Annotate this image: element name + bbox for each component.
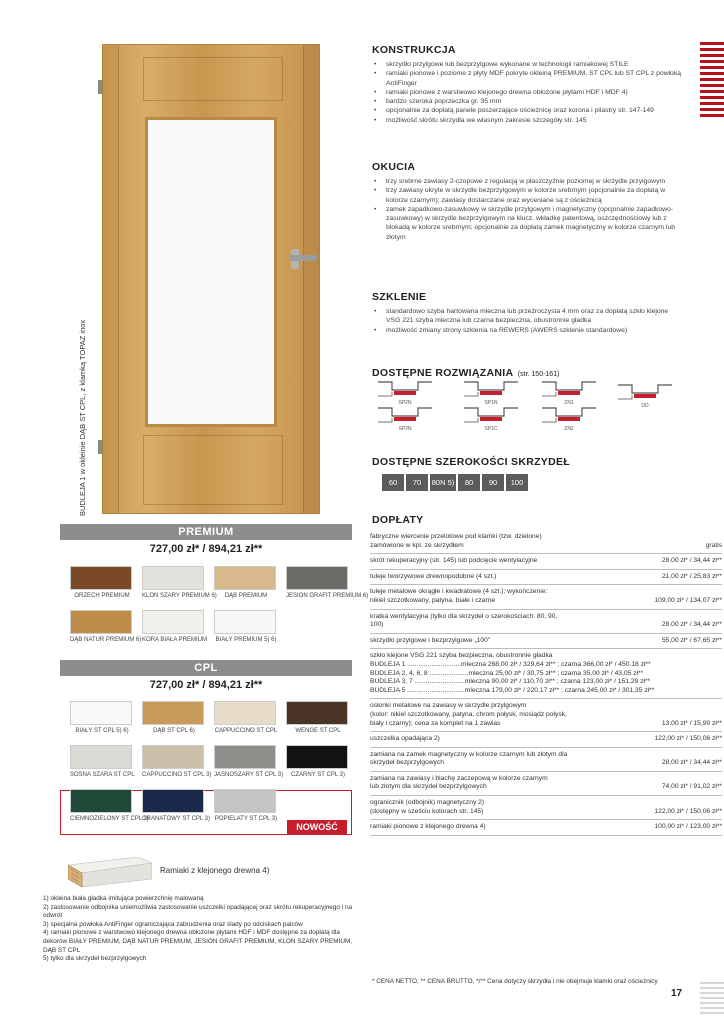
swatch-label: CAPPUCCINO ST CPL (214, 728, 278, 734)
solution-diagram (462, 406, 520, 432)
surcharge-row (370, 633, 722, 649)
finish-swatch (286, 701, 350, 734)
footnote: 2) zastosowanie odbojnika uniemożliwia zastosowanie uszczelki opadającej oraz skrótu rekuperacyjnego i na odwrót (43, 903, 353, 920)
konstrukcja-list (372, 60, 682, 125)
swatch-label: BIAŁY PREMIUM 5) 6) (215, 637, 277, 643)
solution-diagram (616, 383, 674, 409)
okucia-section (372, 161, 682, 242)
swatch-color (70, 701, 132, 725)
bullet-item: • zamek zapadkowo-zasuwkowy w skrzydle przylgowym i magnetyczny (opcjonalnie zapadkowo-zasuwkowy) w skrzydle bezprzylgowym na klucz, wkładkę patentową, oszczędnościowy lub z blokadą w kolorze srebrnym; opcjonalnie za dopłatą zamek magnetyczny w kolorze czarnym lub złotym (372, 205, 682, 242)
width-tile: 80 (458, 474, 480, 491)
finish-swatch (214, 789, 278, 822)
footnote: 4) ramiaki pionowe z warstwowo klejonego drewna obłożone płytami HDF i MDF dostępne za dopłatą dla dekorów BIAŁY PREMIUM, DĄB NATUR PREMIUM, JESION GRAFIT PREMIUM, KLON SZARY PREMIUM, DĄB ST CPL (43, 929, 353, 954)
surcharge-price: 28,00 zł* / 34,44 zł** (654, 747, 722, 771)
solution-diagram (540, 380, 598, 406)
swatch-color (214, 745, 276, 769)
okucia-list (372, 177, 682, 242)
frame-label: Ramiaki z klejonego drewna 4) (160, 866, 270, 875)
rozwiazania-heading: DOSTĘPNE ROZWIĄZANIA (str. 150-161) (372, 367, 560, 379)
width-tiles (382, 474, 528, 491)
swatch-label: DĄB PREMIUM (224, 593, 268, 599)
surcharge-row (370, 732, 722, 748)
finish-swatch (214, 701, 278, 734)
width-tile: 90 (482, 474, 504, 491)
swatch-label: DĄB ST CPL 6) (153, 728, 195, 734)
swatch-color (142, 789, 204, 813)
solution-label: SP2N (398, 426, 412, 432)
szerokosci-heading: DOSTĘPNE SZEROKOŚCI SKRZYDEŁ (372, 456, 571, 468)
swatch-color (214, 566, 276, 590)
swatch-color (142, 610, 204, 634)
door-glass (145, 117, 277, 427)
finish-swatch (214, 566, 278, 599)
surcharge-row (370, 820, 722, 836)
swatch-color (142, 701, 204, 725)
solution-diagram (540, 406, 598, 432)
surcharge-row (370, 649, 722, 699)
surcharge-row (370, 530, 722, 554)
swatch-color (70, 745, 132, 769)
swatch-color (142, 745, 204, 769)
swatch-color (142, 566, 204, 590)
bullet-item: • bardzo szeroka poprzeczka gr. 35 mm (372, 97, 682, 106)
frame-profile-image (68, 857, 152, 887)
swatch-label: JESION GRAFIT PREMIUM 6) (286, 593, 369, 599)
solution-label: SP1C (484, 426, 498, 432)
swatch-color (70, 789, 132, 813)
surcharge-price: 100,00 zł* / 123,00 zł** (654, 820, 722, 836)
finish-swatch (142, 610, 206, 643)
finish-swatch (286, 566, 369, 599)
surcharge-description: uszczelka opadająca 2) (370, 732, 654, 748)
rozwiazania-note: (str. 150-161) (517, 371, 560, 378)
swatch-label: ORZECH PREMIUM (74, 593, 130, 599)
footnote: 3) specjalna powłoka AntiFinger ograniczająca zabrudzenia oraz ślady po odciskach palców (43, 920, 303, 928)
finish-swatch (70, 745, 134, 778)
width-tile: 80N 5) (430, 474, 456, 491)
door-caption: BUDLEJA 1 w okleinie DĄB ST CPL, z klamką TOPAZ inox (78, 319, 87, 516)
swatch-label: KORA BIAŁA PREMIUM (142, 637, 208, 643)
new-badge: NOWOŚĆ (287, 820, 347, 835)
finish-swatch (142, 701, 206, 734)
swatch-color (214, 610, 276, 634)
page-number: 17 (671, 988, 683, 999)
szklenie-section (372, 291, 682, 335)
finish-swatch (142, 789, 211, 822)
surcharge-row (370, 554, 722, 570)
surcharge-price: 28,00 zł* / 34,44 zł** (654, 554, 722, 570)
swatch-label: CAPPUCCINO ST CPL 3) (142, 772, 212, 778)
surcharge-description: skrzydło przylgowe i bezprzylgowe „100” (370, 633, 654, 649)
finish-swatch (214, 610, 278, 643)
finish-swatch (70, 566, 134, 599)
bullet-item: • standardowo szyba hartowana mleczna lub przeźroczysta 4 mm oraz za dopłatą szkło klejone VSG 221 szyba mleczna lub czarna bezpieczna, obustronnie gładka (372, 307, 682, 326)
bullet-item: • ramiaki pionowe z warstwowo klejonego drewna obłożone płytami HDF i MDF 4) (372, 88, 682, 97)
solution-diagram (462, 380, 520, 406)
swatch-color (70, 610, 132, 634)
door-handle (289, 255, 317, 261)
swatch-label: GRANATOWY ST CPL 3) (142, 816, 211, 822)
surcharge-description: zamiana na zamek magnetyczny w kolorze czarnym lub złotym dla skrzydeł bezprzylgowych (370, 747, 654, 771)
swatch-label: CIEMNOZIELONY ST CPL 3) (70, 816, 149, 822)
surcharge-row (370, 609, 722, 633)
finish-swatch (142, 566, 217, 599)
konstrukcja-section (372, 44, 682, 125)
width-tile: 100 (506, 474, 528, 491)
swatch-label: SOSNA SZARA ST CPL (70, 772, 135, 778)
swatch-color (70, 566, 132, 590)
surcharge-description: tuleje metalowe okrągłe i kwadratowe (4 szt.); wykończenie: nikiel szczotkowany, patyna, białe i czarne (370, 585, 654, 609)
swatch-label: BIAŁY ST CPL 5) 6) (75, 728, 129, 734)
swatch-label: WENGE ST CPL (295, 728, 341, 734)
solution-label: ZN2 (564, 426, 574, 432)
surcharge-row (370, 569, 722, 585)
bullet-item: • możliwość zmiany strony szklenia na REWERS (AWERS szklenie standardowe) (372, 326, 682, 335)
surcharge-row (370, 771, 722, 795)
bullet-item: • opcjonalnie za dopłatą panele poszerzające ościeżnicę oraz korona i pilastry str. 147-149 (372, 106, 682, 115)
swatch-color (286, 745, 348, 769)
bullet-item: • skrzydło przylgowe lub bezprzylgowe wykonane w technologii ramiakowej STILE (372, 60, 682, 69)
surcharge-description: kratka wentylacyjna (tylko dla skrzydeł o szerokościach: 80, 90, 100) (370, 609, 654, 633)
finish-swatch (70, 701, 134, 734)
swatch-label: DĄB NATUR PREMIUM 6) (70, 637, 142, 643)
finish-swatch (286, 745, 350, 778)
doplaty-heading: DOPŁATY (372, 514, 424, 526)
surcharge-description: skrót rekuperacyjny (str. 145) lub podcięcie wentylacyjne (370, 554, 654, 570)
surcharge-price: 74,00 zł* / 91,02 zł** (654, 771, 722, 795)
szklenie-list (372, 307, 682, 335)
premium-header: PREMIUM (60, 524, 352, 540)
brand-stripes (700, 42, 724, 120)
swatch-color (286, 701, 348, 725)
price-legend: * CENA NETTO, ** CENA BRUTTO, */** Cena dotyczy skrzydła i nie obejmuje klamki oraz ościeżnicy (372, 978, 658, 985)
swatch-label: CZARNY ST CPL 3) (291, 772, 345, 778)
width-tile: 60 (382, 474, 404, 491)
solution-label: SP1N (484, 400, 498, 406)
solution-label: ZN1 (564, 400, 574, 406)
cpl-price: 727,00 zł* / 894,21 zł** (149, 679, 263, 691)
surcharge-description: szkło klejone VSG 221 szyba bezpieczna, obustronnie gładka BUDLEJA 1 .............................mleczna 268,00 zł* / 329,64 zł** ; czarna 366,00 zł* / 450,18 zł** BUDLEJA 2, 4, 6, 8 .....................mleczna 25,00 zł* / 30,75 zł** ; czarna 35,00 zł* / 43,05 zł** BUDLEJA 3, 7 ...........................mleczna 90,00 zł* / 110,70 zł** ; czarna 123,00 zł* / 151,29 zł** BUDLEJA 5 ...............................mleczna 179,00 zł* / 220,17 zł** ; czarna 245,00 zł* / 301,35 zł** (370, 649, 654, 699)
surcharge-table (370, 530, 722, 836)
surcharge-price: 28,00 zł* / 34,44 zł** (654, 609, 722, 633)
swatch-label: KLON SZARY PREMIUM 6) (142, 593, 217, 599)
swatch-label: JASNOSZARY ST CPL 3) (214, 772, 284, 778)
footnote: 5) tylko dla skrzydeł bezprzylgowych (43, 955, 147, 963)
okucia-heading: OKUCIA (372, 161, 416, 173)
footnote: 1) okleina biała gładka imitująca powierzchnię malowaną (43, 895, 204, 902)
surcharge-price: 122,00 zł* / 150,06 zł** (654, 796, 722, 820)
surcharge-description: fabryczne wiercenie przelotowe pod klamki (tzw. dzielone) zamówione w kpl. ze skrzydłem (370, 530, 654, 554)
surcharge-description: osłonki metalowe na zawiasy w skrzydle przylgowym (kolor: nikiel szczotkowany, patyna, chrom połysk, mosiądz połysk, biały i czarny); cena za komplet na 1 zawias (370, 699, 654, 732)
surcharge-price: 109,00 zł* / 134,07 zł** (654, 585, 722, 609)
cpl-header: CPL (60, 660, 352, 676)
finish-swatch (70, 789, 149, 822)
finish-swatch (214, 745, 284, 778)
solution-diagram (376, 380, 434, 406)
bullet-item: • możliwość skrótu skrzydła we własnym zakresie szczegóły str. 145 (372, 116, 682, 125)
finish-swatch (142, 745, 212, 778)
swatch-label: POPIELATY ST CPL 3) (214, 816, 278, 822)
surcharge-description: ogranicznik (odbojnik) magnetyczny 2) (dostępny w sześciu kolorach str. 145) (370, 796, 654, 820)
footer-stripes (700, 982, 724, 1017)
solution-diagram (376, 406, 434, 432)
surcharge-description: tuleje tworzywowe drewnopodobne (4 szt.) (370, 569, 654, 585)
surcharge-price: 21,00 zł* / 25,83 zł** (654, 569, 722, 585)
swatch-color (286, 566, 348, 590)
surcharge-price: 55,00 zł* / 67,65 zł** (654, 633, 722, 649)
footnotes (43, 895, 363, 964)
premium-price: 727,00 zł* / 894,21 zł** (149, 543, 263, 555)
surcharge-price: gratis (654, 530, 722, 554)
solution-label: SP2N (398, 400, 412, 406)
surcharge-row (370, 699, 722, 732)
bullet-item: • trzy srebrne zawiasy 2-czopowe z regulacją w płaszczyźnie poziomej w skrzydle przylgowym (372, 177, 682, 186)
width-tile: 70 (406, 474, 428, 491)
bullet-item: • trzy zawiasy ukryte w skrzydle bezprzylgowym w kolorze srebrnym (opcjonalnie za dopłatą w kolorze czarnym); zawiasy dostarczane oraz wyceniane są z ościeżnicą (372, 186, 682, 205)
surcharge-description: ramiaki pionowe z klejonego drewna 4) (370, 820, 654, 836)
solution-label: DD (641, 403, 649, 409)
surcharge-description: zamiana na zawiasy i blachę zaczepową w kolorze czarnym lub złotym dla skrzydeł bezprzylgowych (370, 771, 654, 795)
door-image (102, 44, 320, 514)
bullet-item: • ramiaki pionowe i poziome z płyty MDF pokryte okleiną PREMIUM, ST CPL lub ST CPL z powłoką AntiFinger (372, 69, 682, 88)
surcharge-price: 13,00 zł* / 15,99 zł** (654, 699, 722, 732)
surcharge-row (370, 796, 722, 820)
szklenie-heading: SZKLENIE (372, 291, 427, 303)
surcharge-row (370, 747, 722, 771)
surcharge-price (654, 649, 722, 699)
konstrukcja-heading: KONSTRUKCJA (372, 44, 456, 56)
surcharge-price: 122,00 zł* / 150,06 zł** (654, 732, 722, 748)
finish-swatch (70, 610, 142, 643)
swatch-color (214, 701, 276, 725)
surcharge-row (370, 585, 722, 609)
swatch-color (214, 789, 276, 813)
